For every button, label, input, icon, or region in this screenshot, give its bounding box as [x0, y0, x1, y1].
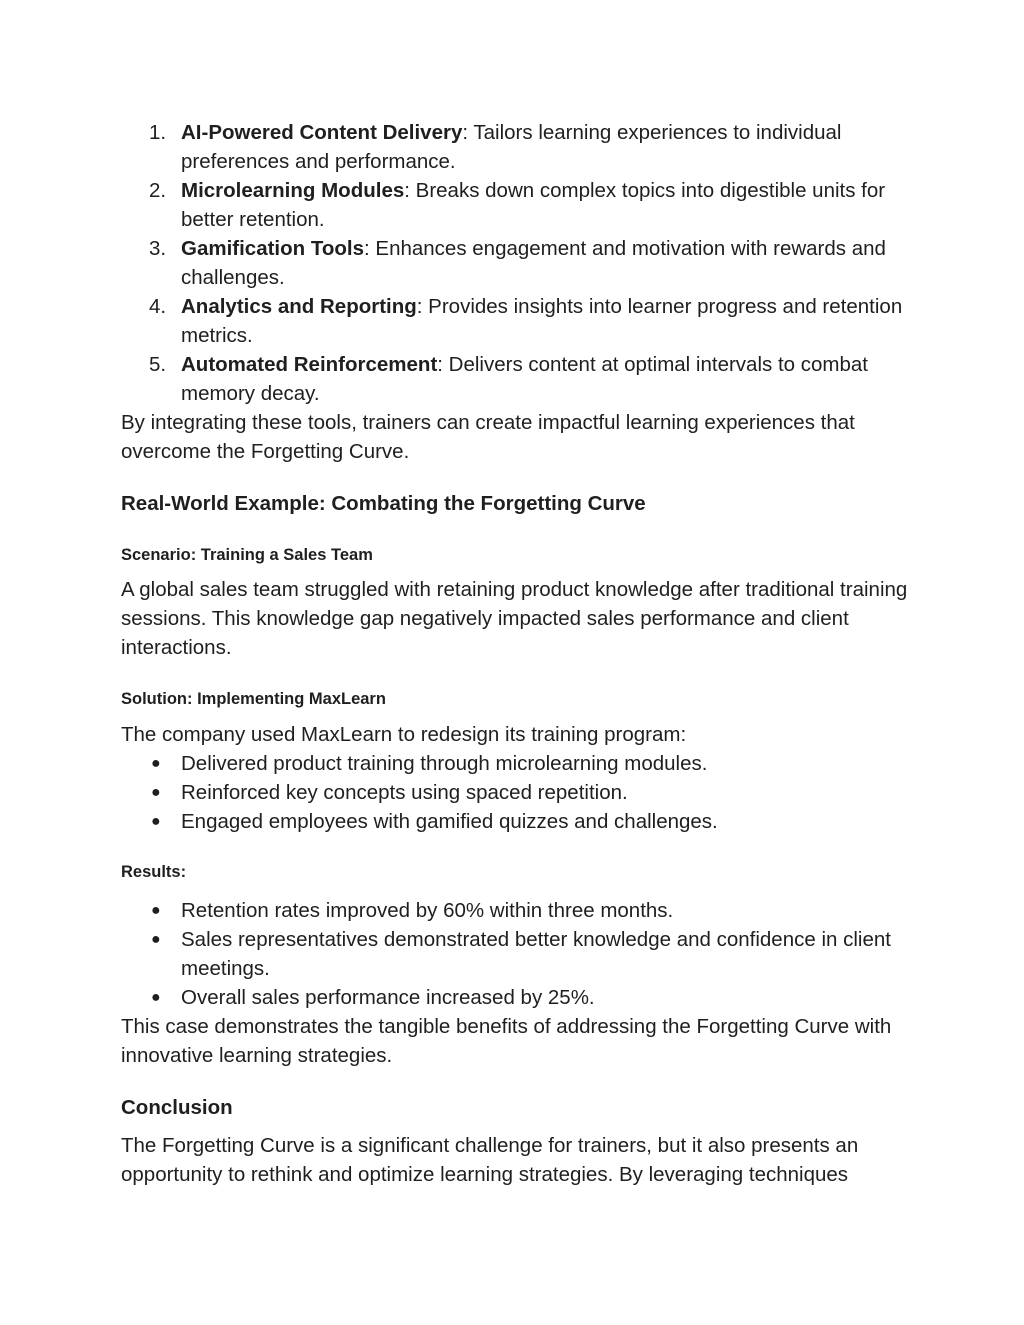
list-item	[121, 118, 911, 176]
list-number: 2.	[149, 179, 167, 202]
bullet-icon: ●	[151, 755, 161, 772]
bullet-icon: ●	[151, 813, 161, 830]
list-item	[121, 925, 911, 983]
list-number: 3.	[149, 237, 167, 260]
scenario-paragraph: A global sales team struggled with retaining product knowledge after traditional training sessions. This knowledge gap negatively impacted sales performance and client interactions.	[121, 578, 908, 659]
list-item	[121, 292, 911, 350]
list-number: 4.	[149, 295, 167, 318]
list-item	[121, 234, 911, 292]
integration-paragraph: By integrating these tools, trainers can create impactful learning experiences that overcome the Forgetting Curve.	[121, 411, 855, 463]
list-item	[121, 896, 911, 925]
list-number: 5.	[149, 353, 167, 376]
list-item-text: Engaged employees with gamified quizzes and challenges.	[181, 810, 718, 833]
feature-term: AI-Powered Content Delivery	[181, 121, 463, 144]
scenario-heading: Scenario: Training a Sales Team	[121, 546, 373, 564]
feature-term: Automated Reinforcement	[181, 353, 438, 376]
list-item-text: Reinforced key concepts using spaced repetition.	[181, 781, 628, 804]
list-item	[121, 350, 911, 408]
bullet-icon: ●	[151, 902, 161, 919]
feature-desc: : Delivers content at optimal intervals to combat memory decay.	[181, 353, 868, 405]
feature-desc: : Enhances engagement and motivation with rewards and challenges.	[181, 237, 886, 289]
bullet-icon: ●	[151, 784, 161, 801]
feature-term: Analytics and Reporting	[181, 295, 417, 318]
list-item	[121, 176, 911, 234]
feature-desc: : Breaks down complex topics into digestible units for better retention.	[181, 179, 886, 231]
list-number: 1.	[149, 121, 167, 144]
list-item-text: Delivered product training through microlearning modules.	[181, 752, 708, 775]
list-item-text: Overall sales performance increased by 25%.	[181, 986, 595, 1009]
list-item-text: Retention rates improved by 60% within three months.	[181, 899, 674, 922]
feature-term: Microlearning Modules	[181, 179, 405, 202]
case-paragraph: This case demonstrates the tangible benefits of addressing the Forgetting Curve with innovative learning strategies.	[121, 1015, 892, 1067]
bullet-icon: ●	[151, 931, 161, 948]
feature-desc: : Provides insights into learner progress and retention metrics.	[181, 295, 903, 347]
solution-intro: The company used MaxLearn to redesign its training program:	[121, 723, 687, 746]
list-item	[121, 983, 911, 1012]
feature-term: Gamification Tools	[181, 237, 364, 260]
list-item	[121, 807, 911, 836]
conclusion-paragraph: The Forgetting Curve is a significant challenge for trainers, but it also presents an opportunity to rethink and optimize learning strategies. By leveraging techniques	[121, 1134, 859, 1186]
example-heading: Real-World Example: Combating the Forgetting Curve	[121, 492, 646, 515]
list-item	[121, 778, 911, 807]
list-item-text: Sales representatives demonstrated better knowledge and confidence in client meetings.	[181, 928, 891, 980]
bullet-icon: ●	[151, 989, 161, 1006]
results-list	[121, 896, 911, 1012]
list-item	[121, 749, 911, 778]
solution-heading: Solution: Implementing MaxLearn	[121, 690, 386, 708]
solution-list	[121, 749, 911, 836]
feature-desc: : Tailors learning experiences to individual preferences and performance.	[181, 121, 842, 173]
conclusion-heading: Conclusion	[121, 1096, 233, 1119]
results-heading: Results:	[121, 863, 187, 881]
features-list	[121, 118, 911, 408]
document-page	[121, 118, 911, 1189]
